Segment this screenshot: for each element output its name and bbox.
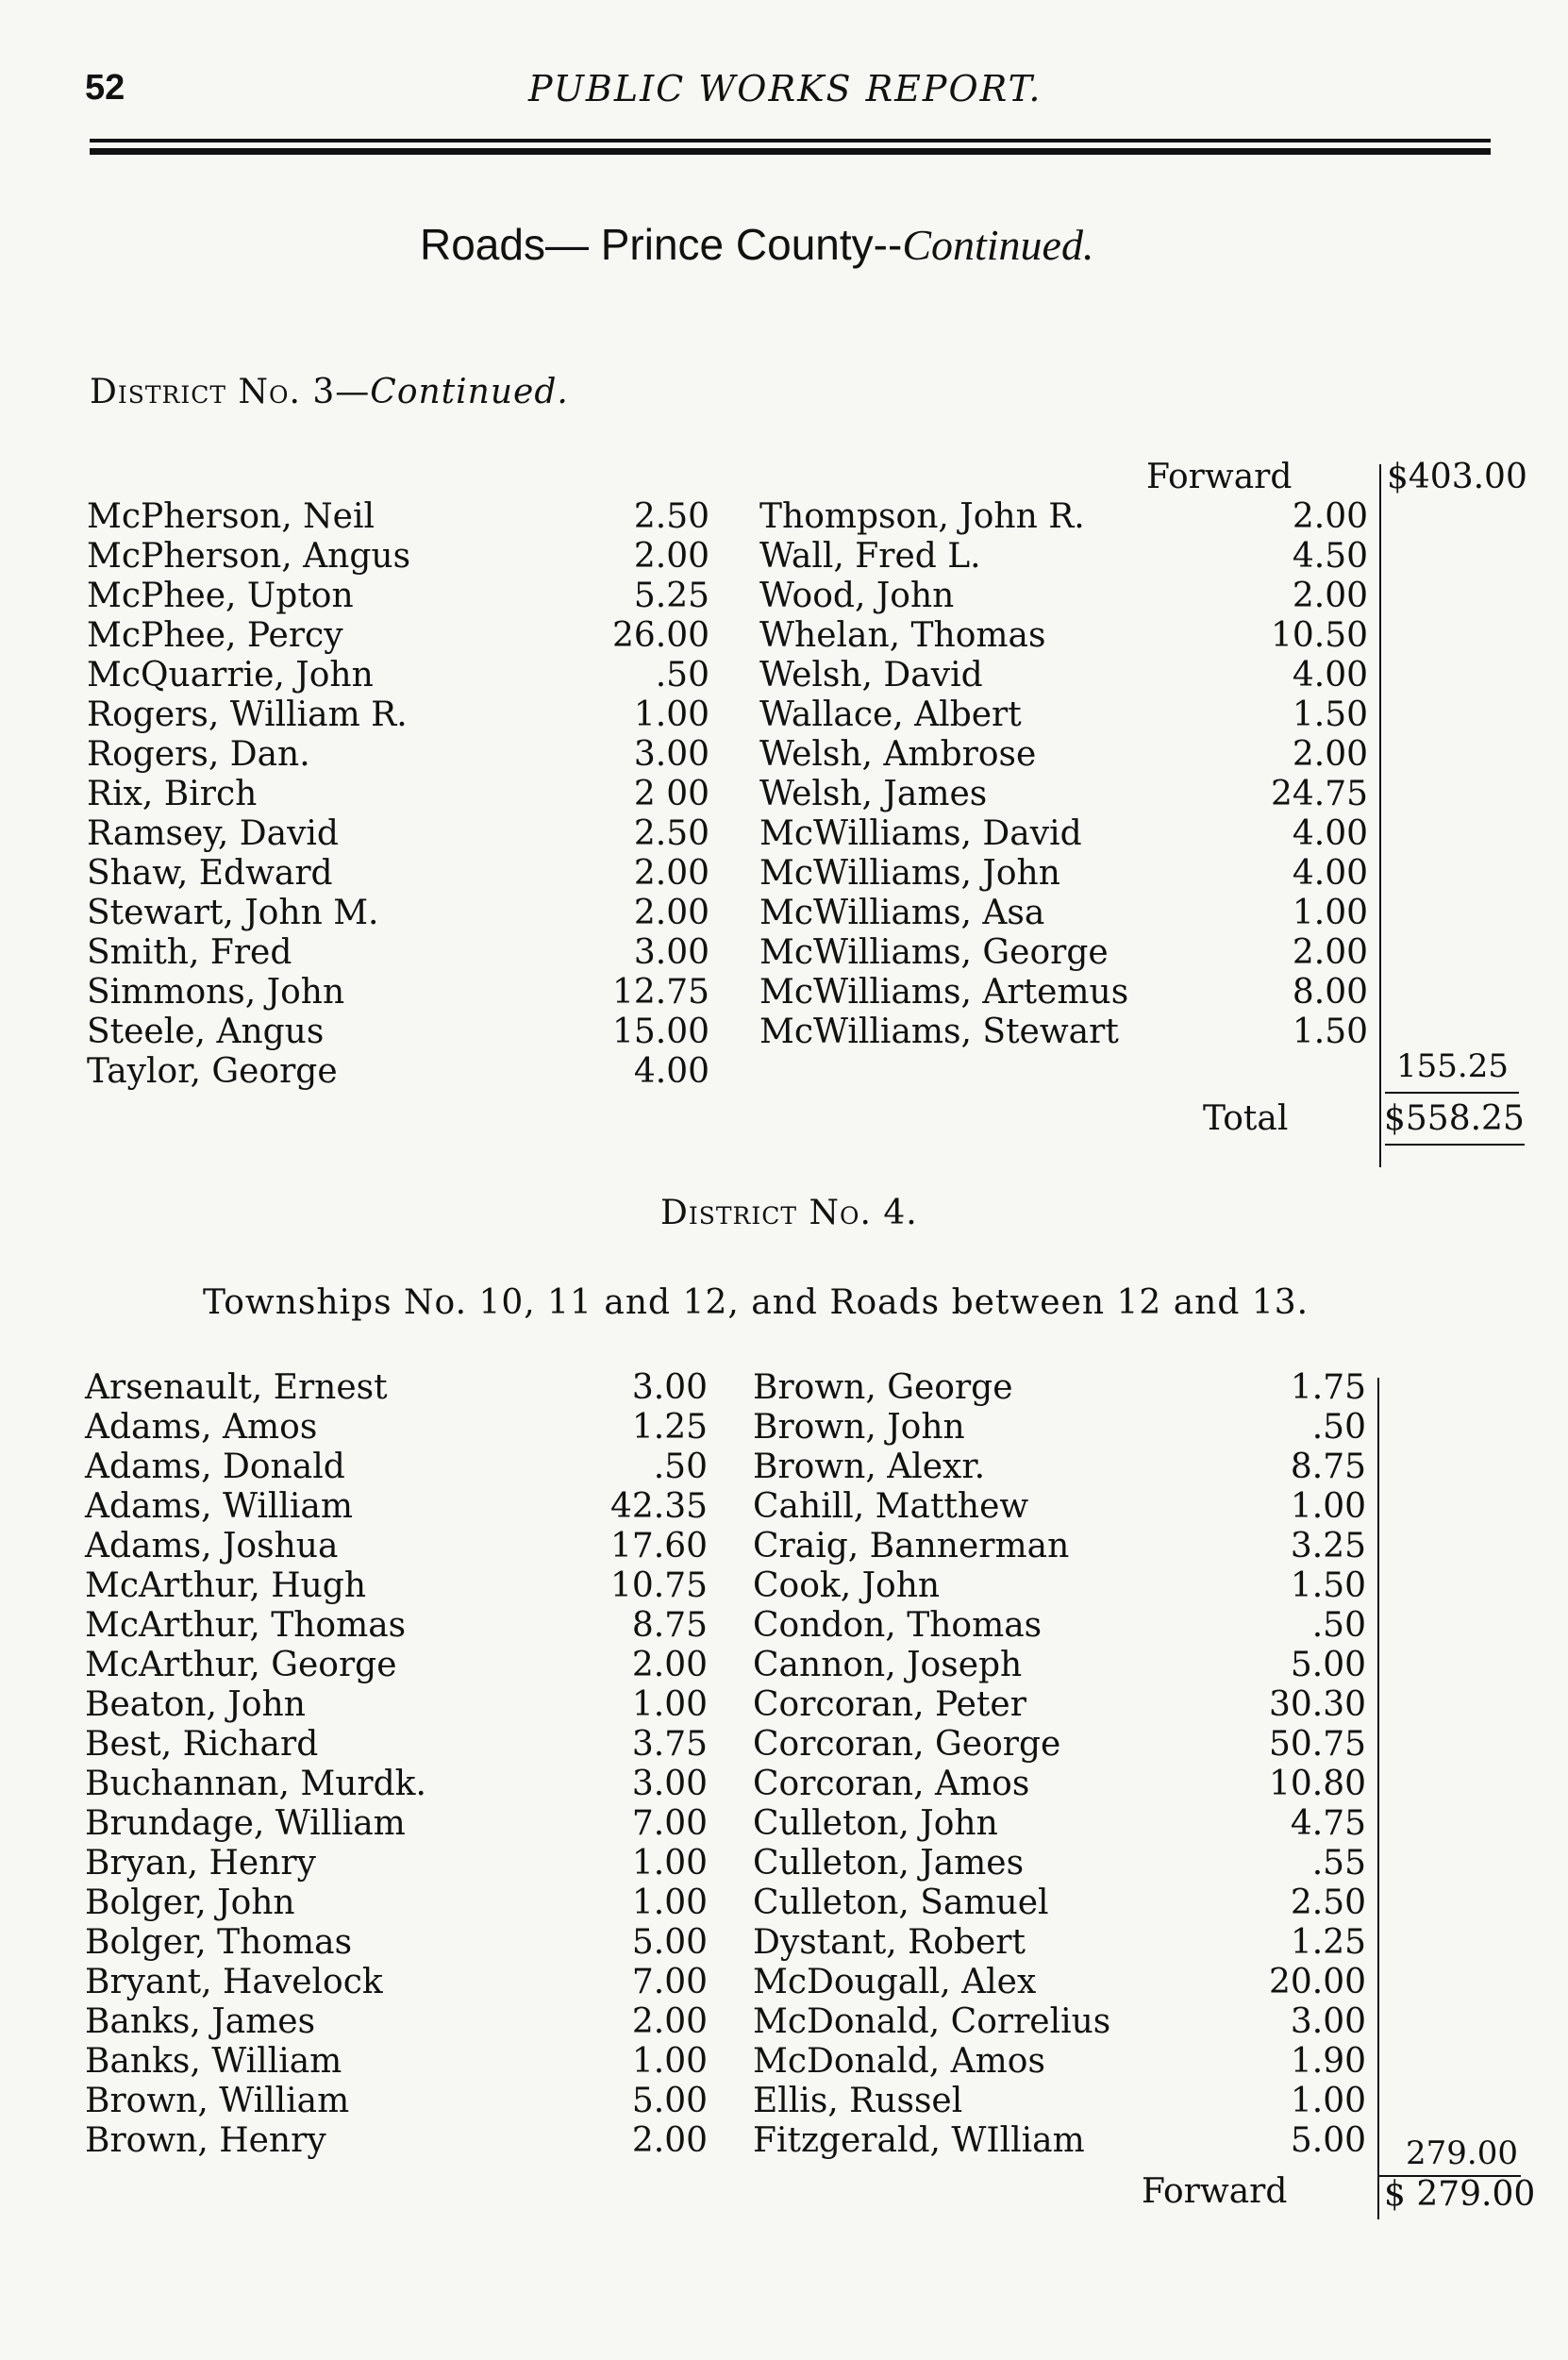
ledger-name: McQuarrie, John bbox=[87, 656, 374, 695]
ledger-name: Rogers, William R. bbox=[87, 695, 408, 734]
ledger-amount: 5.00 bbox=[631, 2082, 708, 2120]
ledger-row bbox=[87, 1013, 709, 1052]
ledger-amount: 50.75 bbox=[1268, 1725, 1366, 1764]
ledger-name: Adams, Amos bbox=[85, 1408, 318, 1447]
ledger-name: Thompson, John R. bbox=[759, 497, 1085, 536]
ledger-name: Adams, Donald bbox=[85, 1448, 345, 1486]
ledger-name: Beaton, John bbox=[85, 1685, 306, 1724]
ledger-amount: 2.50 bbox=[633, 814, 709, 853]
ledger-name: Bryan, Henry bbox=[85, 1844, 316, 1883]
ledger-name: McWilliams, John bbox=[759, 854, 1060, 893]
ledger-row bbox=[759, 1013, 1368, 1052]
ledger-row bbox=[753, 1923, 1366, 1963]
ledger-amount: 5.00 bbox=[1290, 1646, 1366, 1684]
ledger-name: Steele, Angus bbox=[87, 1013, 325, 1051]
ledger-amount: 2 00 bbox=[633, 775, 709, 813]
ledger-amount: 1.00 bbox=[631, 1685, 708, 1724]
ledger-amount: 1.00 bbox=[631, 1883, 708, 1922]
ledger-name: Welsh, James bbox=[759, 775, 988, 813]
ledger-name: Craig, Bannerman bbox=[753, 1527, 1070, 1565]
ledger-name: Rogers, Dan. bbox=[87, 735, 310, 774]
ledger-row bbox=[85, 1883, 708, 1923]
ledger-row bbox=[753, 1646, 1366, 1685]
ledger-amount: 26.00 bbox=[611, 616, 709, 655]
ledger-name: Stewart, John M. bbox=[87, 894, 379, 932]
ledger-amount: 4.75 bbox=[1290, 1804, 1366, 1843]
ledger-name: Best, Richard bbox=[85, 1725, 319, 1764]
ledger-row bbox=[753, 1408, 1366, 1448]
district-3-totals-divider bbox=[1379, 464, 1381, 1167]
ledger-row bbox=[87, 894, 709, 933]
ledger-row bbox=[87, 973, 709, 1013]
ledger-row bbox=[87, 775, 709, 814]
ledger-name: McWilliams, Stewart bbox=[759, 1013, 1119, 1051]
ledger-amount: 2.00 bbox=[633, 537, 709, 576]
ledger-amount: 2.00 bbox=[1292, 735, 1368, 774]
ledger-amount: 17.60 bbox=[609, 1527, 708, 1565]
ledger-row bbox=[753, 1804, 1366, 1844]
ledger-row bbox=[759, 577, 1368, 616]
ledger-name: McWilliams, Asa bbox=[759, 894, 1045, 932]
ledger-name: McDonald, Amos bbox=[753, 2042, 1045, 2081]
ledger-name: Ramsey, David bbox=[87, 814, 339, 853]
ledger-name: Dystant, Robert bbox=[753, 1923, 1026, 1962]
ledger-row bbox=[85, 1646, 708, 1685]
ledger-row bbox=[759, 695, 1368, 735]
header-rule-thick bbox=[90, 148, 1491, 155]
ledger-name: Shaw, Edward bbox=[87, 854, 333, 893]
ledger-name: McDougall, Alex bbox=[753, 1963, 1037, 2001]
ledger-amount: 2.50 bbox=[633, 497, 709, 536]
ledger-row bbox=[759, 933, 1368, 973]
ledger-name: Bolger, John bbox=[85, 1883, 295, 1922]
district-3-total-label: Total bbox=[1203, 1099, 1289, 1138]
ledger-name: Wallace, Albert bbox=[759, 695, 1022, 734]
ledger-name: Banks, James bbox=[85, 2002, 316, 2041]
ledger-row bbox=[753, 1606, 1366, 1646]
ledger-name: McDonald, Correlius bbox=[753, 2002, 1111, 2041]
ledger-row bbox=[85, 1923, 708, 1963]
ledger-row bbox=[759, 497, 1368, 537]
district-4-totals-divider bbox=[1377, 1378, 1379, 2219]
ledger-amount: 1.00 bbox=[1290, 2082, 1366, 2120]
ledger-row bbox=[753, 1448, 1366, 1487]
ledger-row bbox=[87, 656, 709, 695]
ledger-row bbox=[753, 1487, 1366, 1527]
ledger-name: McWilliams, George bbox=[759, 933, 1109, 972]
ledger-name: McPhee, Upton bbox=[87, 577, 354, 615]
ledger-amount: 3.00 bbox=[633, 933, 709, 972]
ledger-name: McPherson, Angus bbox=[87, 537, 411, 576]
ledger-name: Corcoran, Peter bbox=[753, 1685, 1026, 1724]
ledger-name: Condon, Thomas bbox=[753, 1606, 1043, 1645]
ledger-row bbox=[753, 1883, 1366, 1923]
ledger-row bbox=[85, 2002, 708, 2042]
ledger-name: Wall, Fred L. bbox=[759, 537, 981, 576]
ledger-amount: 8.75 bbox=[631, 1606, 708, 1645]
ledger-row bbox=[87, 854, 709, 894]
ledger-row bbox=[759, 537, 1368, 577]
ledger-name: Brown, Alexr. bbox=[753, 1448, 986, 1486]
ledger-amount: 30.30 bbox=[1268, 1685, 1366, 1724]
ledger-amount: .50 bbox=[1311, 1606, 1366, 1645]
ledger-name: Whelan, Thomas bbox=[759, 616, 1046, 655]
ledger-name: McPhee, Percy bbox=[87, 616, 343, 655]
ledger-amount: 2.00 bbox=[631, 1646, 708, 1684]
ledger-row bbox=[85, 1527, 708, 1566]
ledger-name: Brown, Henry bbox=[85, 2121, 326, 2160]
ledger-name: Culleton, John bbox=[753, 1804, 998, 1843]
district-3-heading-continued: Continued. bbox=[370, 373, 569, 411]
ledger-amount: 3.00 bbox=[631, 1765, 708, 1803]
ledger-row bbox=[759, 894, 1368, 933]
ledger-amount: 7.00 bbox=[631, 1963, 708, 2001]
ledger-name: Corcoran, George bbox=[753, 1725, 1061, 1764]
ledger-row bbox=[85, 1963, 708, 2002]
ledger-amount: .50 bbox=[1311, 1408, 1366, 1447]
ledger-row bbox=[753, 1527, 1366, 1566]
ledger-name: Corcoran, Amos bbox=[753, 1765, 1030, 1803]
ledger-name: Banks, William bbox=[85, 2042, 342, 2081]
ledger-amount: 2.00 bbox=[631, 2002, 708, 2041]
ledger-row bbox=[87, 933, 709, 973]
ledger-amount: 1.25 bbox=[1290, 1923, 1366, 1962]
ledger-row bbox=[87, 497, 709, 537]
ledger-row bbox=[85, 1725, 708, 1765]
ledger-row bbox=[759, 775, 1368, 814]
ledger-row bbox=[753, 1963, 1366, 2002]
ledger-amount: 5.25 bbox=[633, 577, 709, 615]
ledger-amount: 10.50 bbox=[1270, 616, 1368, 655]
ledger-name: Cook, John bbox=[753, 1566, 941, 1605]
page-title bbox=[420, 219, 1093, 270]
ledger-amount: 1.90 bbox=[1290, 2042, 1366, 2081]
ledger-name: McWilliams, David bbox=[759, 814, 1082, 853]
ledger-row bbox=[87, 616, 709, 656]
ledger-name: Brundage, William bbox=[85, 1804, 406, 1843]
header-rule-thin bbox=[90, 139, 1491, 142]
district-3-total-rule bbox=[1385, 1144, 1525, 1146]
ledger-amount: 7.00 bbox=[631, 1804, 708, 1843]
page-number: 52 bbox=[85, 68, 125, 108]
district-3-total-amount: $558.25 bbox=[1384, 1099, 1525, 1138]
ledger-name: Welsh, David bbox=[759, 656, 983, 695]
ledger-row bbox=[85, 1487, 708, 1527]
ledger-row bbox=[87, 695, 709, 735]
ledger-amount: 2.00 bbox=[633, 854, 709, 893]
ledger-amount: 4.00 bbox=[1292, 854, 1368, 893]
ledger-name: Adams, William bbox=[85, 1487, 354, 1526]
ledger-amount: 1.00 bbox=[633, 695, 709, 734]
ledger-name: Adams, Joshua bbox=[85, 1527, 339, 1565]
ledger-amount: .50 bbox=[653, 1448, 708, 1486]
ledger-row bbox=[85, 2082, 708, 2121]
ledger-amount: 5.00 bbox=[631, 1923, 708, 1962]
ledger-name: Bryant, Havelock bbox=[85, 1963, 383, 2001]
ledger-name: Brown, George bbox=[753, 1368, 1013, 1407]
ledger-amount: 3.25 bbox=[1290, 1527, 1366, 1565]
ledger-amount: 4.00 bbox=[1292, 656, 1368, 695]
ledger-amount: 3.00 bbox=[633, 735, 709, 774]
ledger-amount: 15.00 bbox=[611, 1013, 709, 1051]
ledger-amount: 42.35 bbox=[609, 1487, 708, 1526]
ledger-name: Welsh, Ambrose bbox=[759, 735, 1037, 774]
ledger-amount: 1.00 bbox=[1290, 1487, 1366, 1526]
ledger-amount: 20.00 bbox=[1268, 1963, 1366, 2001]
ledger-name: McArthur, George bbox=[85, 1646, 397, 1684]
ledger-row bbox=[759, 854, 1368, 894]
ledger-amount: .55 bbox=[1311, 1844, 1366, 1883]
ledger-amount: 12.75 bbox=[611, 973, 709, 1012]
ledger-row bbox=[87, 814, 709, 854]
ledger-row bbox=[753, 2082, 1366, 2121]
ledger-amount: 5.00 bbox=[1290, 2121, 1366, 2160]
ledger-name: McPherson, Neil bbox=[87, 497, 375, 536]
ledger-amount: 4.00 bbox=[1292, 814, 1368, 853]
ledger-amount: 2.00 bbox=[1292, 497, 1368, 536]
ledger-row bbox=[753, 1765, 1366, 1804]
ledger-row bbox=[87, 735, 709, 775]
ledger-row bbox=[85, 1368, 708, 1408]
ledger-row bbox=[759, 656, 1368, 695]
ledger-amount: .50 bbox=[655, 656, 709, 695]
ledger-row bbox=[759, 814, 1368, 854]
ledger-row bbox=[759, 735, 1368, 775]
district-3-heading-text: District No. 3— bbox=[90, 373, 371, 411]
ledger-row bbox=[85, 1606, 708, 1646]
ledger-name: McWilliams, Artemus bbox=[759, 973, 1129, 1012]
ledger-row bbox=[85, 1685, 708, 1725]
ledger-amount: 1.00 bbox=[631, 1844, 708, 1883]
ledger-amount: 1.75 bbox=[1290, 1368, 1366, 1407]
ledger-row bbox=[753, 1844, 1366, 1883]
ledger-name: Fitzgerald, WIlliam bbox=[753, 2121, 1085, 2160]
ledger-amount: 8.75 bbox=[1290, 1448, 1366, 1486]
district-4-forward-label: Forward bbox=[1142, 2172, 1288, 2211]
ledger-name: Wood, John bbox=[759, 577, 955, 615]
running-title: PUBLIC WORKS REPORT. bbox=[528, 68, 1043, 109]
district-3-forward-amount: $403.00 bbox=[1387, 458, 1527, 496]
ledger-amount: 3.00 bbox=[1290, 2002, 1366, 2041]
page-title-continued: Continued. bbox=[902, 221, 1094, 269]
ledger-name: Taylor, George bbox=[87, 1052, 338, 1091]
ledger-amount: 10.75 bbox=[609, 1566, 708, 1605]
ledger-row bbox=[85, 2121, 708, 2161]
ledger-name: McArthur, Hugh bbox=[85, 1566, 367, 1605]
district-4-townships: Townships No. 10, 11 and 12, and Roads between 12 and 13. bbox=[203, 1283, 1309, 1322]
ledger-amount: 1.00 bbox=[631, 2042, 708, 2081]
ledger-amount: 2.00 bbox=[631, 2121, 708, 2160]
ledger-row bbox=[753, 1566, 1366, 1606]
ledger-amount: 1.00 bbox=[1292, 894, 1368, 932]
ledger-name: Culleton, James bbox=[753, 1844, 1025, 1883]
ledger-amount: 3.75 bbox=[631, 1725, 708, 1764]
ledger-name: Brown, William bbox=[85, 2082, 350, 2120]
ledger-row bbox=[753, 1725, 1366, 1765]
district-3-forward-label: Forward bbox=[1146, 458, 1293, 496]
ledger-row bbox=[85, 2042, 708, 2082]
ledger-row bbox=[85, 1765, 708, 1804]
ledger-row bbox=[87, 1052, 709, 1092]
ledger-name: Buchannan, Murdk. bbox=[85, 1765, 426, 1803]
ledger-name: Arsenault, Ernest bbox=[85, 1368, 388, 1407]
ledger-amount: 8.00 bbox=[1292, 973, 1368, 1012]
ledger-amount: 2.00 bbox=[1292, 577, 1368, 615]
ledger-row bbox=[87, 537, 709, 577]
ledger-amount: 1.50 bbox=[1292, 1013, 1368, 1051]
ledger-name: Bolger, Thomas bbox=[85, 1923, 353, 1962]
ledger-amount: 10.80 bbox=[1268, 1765, 1366, 1803]
ledger-row bbox=[87, 577, 709, 616]
ledger-amount: 24.75 bbox=[1270, 775, 1368, 813]
ledger-row bbox=[753, 2042, 1366, 2082]
ledger-row bbox=[85, 1804, 708, 1844]
ledger-name: Ellis, Russel bbox=[753, 2082, 963, 2120]
ledger-row bbox=[85, 1566, 708, 1606]
ledger-amount: 2.50 bbox=[1290, 1883, 1366, 1922]
district-4-subtotal: 279.00 bbox=[1406, 2134, 1518, 2172]
ledger-row bbox=[85, 1448, 708, 1487]
ledger-row bbox=[759, 616, 1368, 656]
ledger-row bbox=[753, 2121, 1366, 2161]
ledger-name: Brown, John bbox=[753, 1408, 965, 1447]
ledger-name: Smith, Fred bbox=[87, 933, 292, 972]
district-4-forward-amount: $ 279.00 bbox=[1384, 2175, 1536, 2214]
ledger-amount: 4.50 bbox=[1292, 537, 1368, 576]
district-4-heading: District No. 4. bbox=[660, 1194, 918, 1232]
ledger-row bbox=[85, 1408, 708, 1448]
ledger-name: Rix, Birch bbox=[87, 775, 258, 813]
ledger-name: McArthur, Thomas bbox=[85, 1606, 407, 1645]
ledger-row bbox=[85, 1844, 708, 1883]
district-3-heading bbox=[90, 373, 569, 411]
ledger-row bbox=[759, 973, 1368, 1013]
page-title-main: Roads— Prince County-- bbox=[420, 220, 903, 269]
ledger-amount: 3.00 bbox=[631, 1368, 708, 1407]
ledger-name: Culleton, Samuel bbox=[753, 1883, 1049, 1922]
ledger-name: Simmons, John bbox=[87, 973, 345, 1012]
ledger-amount: 4.00 bbox=[633, 1052, 709, 1091]
ledger-amount: 2.00 bbox=[1292, 933, 1368, 972]
ledger-amount: 1.50 bbox=[1290, 1566, 1366, 1605]
district-3-subtotal-rule bbox=[1385, 1092, 1519, 1094]
ledger-row bbox=[753, 2002, 1366, 2042]
ledger-row bbox=[753, 1685, 1366, 1725]
district-3-subtotal: 155.25 bbox=[1396, 1047, 1509, 1085]
ledger-amount: 1.50 bbox=[1292, 695, 1368, 734]
ledger-name: Cannon, Joseph bbox=[753, 1646, 1023, 1684]
ledger-amount: 1.25 bbox=[631, 1408, 708, 1447]
ledger-name: Cahill, Matthew bbox=[753, 1487, 1029, 1526]
ledger-row bbox=[753, 1368, 1366, 1408]
ledger-amount: 2.00 bbox=[633, 894, 709, 932]
